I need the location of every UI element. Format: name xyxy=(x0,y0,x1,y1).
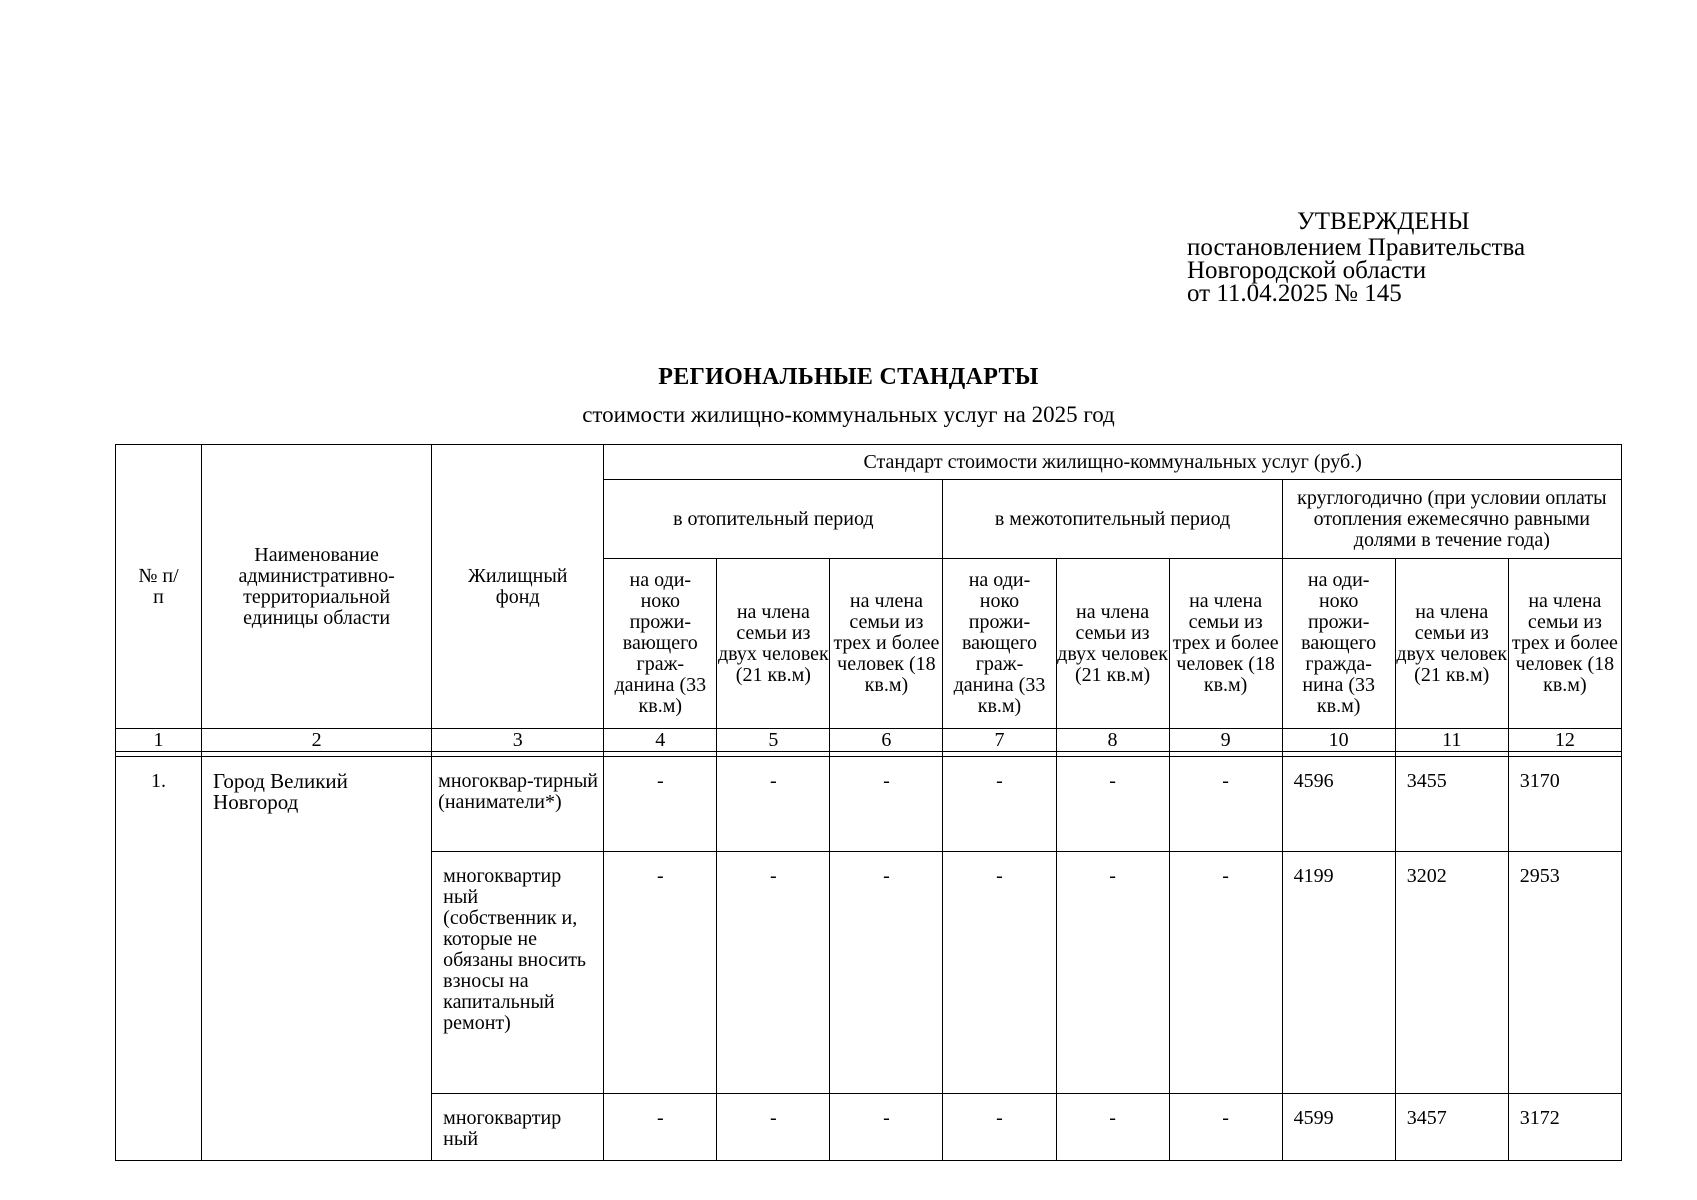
value-cell: - xyxy=(1169,852,1282,1094)
approval-line: Новгородской области xyxy=(1187,257,1427,284)
value-cell: 4199 xyxy=(1282,852,1395,1094)
value-cell: 4599 xyxy=(1282,1094,1395,1161)
value-cell: - xyxy=(830,852,943,1094)
column-number: 11 xyxy=(1395,729,1508,752)
subheader-cell: на оди-ноко прожи-вающего гражда-нина (33 кв.м) xyxy=(1282,559,1395,729)
value-cell: - xyxy=(717,1094,830,1161)
column-number: 10 xyxy=(1282,729,1395,752)
column-number: 5 xyxy=(717,729,830,752)
value-cell: - xyxy=(717,852,830,1094)
value-cell: - xyxy=(830,1094,943,1161)
column-number: 6 xyxy=(830,729,943,752)
value-cell: - xyxy=(1169,1094,1282,1161)
document-title: РЕГИОНАЛЬНЫЕ СТАНДАРТЫ xyxy=(658,364,1039,390)
value-cell: 3457 xyxy=(1395,1094,1508,1161)
column-number: 12 xyxy=(1508,729,1621,752)
value-cell: - xyxy=(943,852,1056,1094)
value-cell: - xyxy=(1056,1094,1169,1161)
column-number: 9 xyxy=(1169,729,1282,752)
table-row xyxy=(116,757,1622,852)
subheader-cell: на члена семьи из трех и более человек (18 кв.м) xyxy=(1169,559,1282,729)
header-period-heating: в отопительный период xyxy=(604,480,943,559)
subheader-cell: на члена семьи из двух человек (21 кв.м) xyxy=(1056,559,1169,729)
approval-block xyxy=(1187,208,1607,305)
header-unit-name: Наименование административно-территориальной единицы области xyxy=(202,445,432,729)
header-group: Стандарт стоимости жилищно-коммунальных услуг (руб.) xyxy=(604,445,1622,480)
value-cell: 4596 xyxy=(1282,757,1395,852)
value-cell: - xyxy=(1169,757,1282,852)
value-cell: - xyxy=(717,757,830,852)
header-period-yearround: круглогодично (при условии оплаты отопления ежемесячно равными долями в течение года) xyxy=(1282,480,1621,559)
value-cell: 3170 xyxy=(1508,757,1621,852)
subheader-cell: на члена семьи из трех и более человек (18 кв.м) xyxy=(1508,559,1621,729)
column-number: 8 xyxy=(1056,729,1169,752)
column-number: 7 xyxy=(943,729,1056,752)
approval-line: от 11.04.2025 № 145 xyxy=(1187,280,1402,307)
value-cell: - xyxy=(830,757,943,852)
value-cell: 3172 xyxy=(1508,1094,1621,1161)
value-cell: 3455 xyxy=(1395,757,1508,852)
header-number: № п/п xyxy=(116,445,202,729)
header-housing-fund: Жилищный фонд xyxy=(432,445,604,729)
column-number: 1 xyxy=(116,729,202,752)
row-number: 1. xyxy=(116,757,202,1161)
value-cell: 3202 xyxy=(1395,852,1508,1094)
subheader-cell: на члена семьи из трех и более человек (18 кв.м) xyxy=(830,559,943,729)
column-number: 2 xyxy=(202,729,432,752)
approval-line: постановлением Правительства xyxy=(1187,234,1526,261)
housing-fund: многоквартир ный xyxy=(432,1094,604,1161)
column-number: 4 xyxy=(604,729,717,752)
value-cell: - xyxy=(943,1094,1056,1161)
value-cell: - xyxy=(604,757,717,852)
housing-fund: многоквартир ный (собственник и, которые не обязаны вносить взносы на капитальный ремонт) xyxy=(432,852,604,1094)
subheader-cell: на члена семьи из двух человек (21 кв.м) xyxy=(717,559,830,729)
value-cell: - xyxy=(604,1094,717,1161)
approval-heading: УТВЕРЖДЕНЫ xyxy=(1297,208,1470,235)
standards-table xyxy=(115,444,1622,1161)
subheader-cell: на оди-ноко прожи-вающего граж-данина (33 кв.м) xyxy=(604,559,717,729)
value-cell: - xyxy=(1056,757,1169,852)
column-number: 3 xyxy=(432,729,604,752)
header-period-nonheating: в межотопительный период xyxy=(943,480,1282,559)
value-cell: - xyxy=(604,852,717,1094)
unit-name: Город Великий Новгород xyxy=(202,757,432,1161)
subheader-cell: на оди-ноко прожи-вающего граж-данина (33 кв.м) xyxy=(943,559,1056,729)
value-cell: 2953 xyxy=(1508,852,1621,1094)
subheader-cell: на члена семьи из двух человек (21 кв.м) xyxy=(1395,559,1508,729)
housing-fund: многоквар-тирный (наниматели*) xyxy=(432,757,604,852)
value-cell: - xyxy=(1056,852,1169,1094)
document-subtitle: стоимости жилищно-коммунальных услуг на 2025 год xyxy=(582,402,1115,427)
value-cell: - xyxy=(943,757,1056,852)
